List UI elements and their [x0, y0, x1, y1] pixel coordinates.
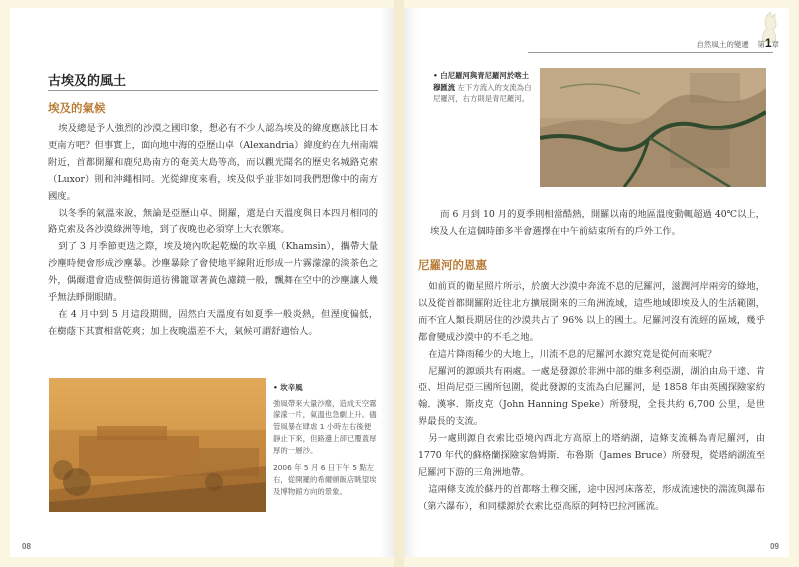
paragraph: 在 4 月中到 5 月這段期間，固然白天溫度有如夏季一般炎熱，但溼度偏低，在樹蔭下其實相當乾爽；加上夜晚溫差不大，氣候可謂舒適怡人。 — [48, 308, 378, 337]
caption-date-note: 2006 年 5 月 6 日下午 5 點左右，從開羅的希爾頓飯店眺望埃及博物館方向的景象。 — [273, 463, 377, 496]
paragraph: 尼羅河的源頭共有兩處。一處是發源於非洲中部的維多利亞湖，湖泊由烏干達、肯亞、坦尚尼亞三國所包圍，從此發源的支流為白尼羅河，是 1858 年由英國探險家約翰．漢寧．斯皮克（John Hanning Speke）所發現，全長共約 6,700 公里，是世界最長的支流。 — [418, 365, 765, 428]
chapter-prefix: 第 — [757, 40, 765, 49]
caption-title-text: 白尼羅河與青尼羅河於喀土穆匯流 — [433, 71, 529, 92]
chapter-suffix: 章 — [771, 40, 779, 49]
caption-title: • 白尼羅河與青尼羅河於喀土穆匯流 — [433, 71, 529, 92]
paragraph: 而 6 月到 10 月的夏季則相當酷熱，開羅以南的地區溫度動輒超過 40℃以上，埃及人在這個時節多半會選擇在中午前結束所有的戶外工作。 — [430, 209, 765, 237]
title-rule — [48, 90, 378, 91]
caption-body: 強風帶來大量沙塵，造成天空霧濛濛一片，氣溫也急劇上升。儘管風暴在肆虐 1 小時左右後便靜止下來，但路邊上卻已覆蓋厚厚的一層沙。 — [273, 398, 377, 455]
fold-shadow-left — [380, 8, 394, 557]
page-number-right: 09 — [770, 542, 779, 551]
satellite-caption — [433, 70, 533, 105]
paragraph: 在這片降雨稀少的大地上，川流不息的尼羅河水源究竟是從何而來呢？ — [428, 348, 717, 360]
right-intro-text — [430, 207, 765, 241]
paragraph: 如前頁的衛星照片所示，於廣大沙漠中奔流不息的尼羅河，滋潤河岸兩旁的綠地，以及從首都開羅附近往北方擴展開來的三角洲流域，這些地域即埃及人的生活範圍，而不宜人類長期居住的沙漠共占了 96% 以上的國土。尼羅河沒有流經的區域，幾乎都會變成沙漠中的不毛之地。 — [418, 281, 765, 343]
chapter-number: 1 — [764, 36, 772, 50]
header-rule — [528, 52, 773, 53]
section-title: 古埃及的風土 — [48, 74, 127, 89]
paragraph: 以冬季的氣溫來說，無論是亞歷山卓、開羅，還是白天溫度與日本四月相同的路克索及各沙漠綠洲等地，到了夜晚也必須穿上大衣禦寒。 — [48, 207, 378, 236]
sandstorm-caption — [273, 382, 378, 497]
right-body-text — [418, 279, 765, 516]
caption-title-text: 坎辛風 — [280, 383, 303, 392]
paragraph: 這兩條支流於蘇丹的首都喀土穆交匯，途中因河床落差，形成流速快的湍流與瀑布（第六瀑布），和同樣源於衣索比亞高原的阿特巴拉河匯流。 — [418, 483, 765, 512]
caption-body: 左下方流入的支流為白尼羅河，右方則是青尼羅河。 — [433, 82, 532, 104]
running-header — [696, 36, 779, 50]
sandstorm-photo — [49, 378, 266, 512]
book-gutter — [394, 0, 404, 567]
paragraph: 埃及總是予人強烈的沙漠之國印象，想必有不少人認為埃及的緯度應該比日本更南方吧？但事實上，面向地中海的亞歷山卓（Alexandria）緯度約在九州南端附近，首都開羅和鹿兒島南方的奄美大島等高，而以觀光聞名的歷史名城路克索（Luxor）則和沖繩相同。光從緯度來看，埃及似乎並非如同我們想像中的南方國度。 — [48, 123, 378, 202]
fold-shadow-right — [404, 8, 418, 557]
paragraph: 到了 3 月季節更迭之際，埃及境內吹起乾燥的坎辛風（Khamsin），攜帶大量沙塵時便會形成沙塵暴。沙塵暴除了會使地平線附近形成一片霧濛濛的淡茶色之外，偶爾還會造成整個街道彷彿籠罩著黃色濾鏡一般，飄舞在空中的沙塵讓人幾乎無法睜開眼睛。 — [48, 241, 378, 304]
caption-title: • 坎辛風 — [273, 383, 303, 392]
subhead-climate: 埃及的氣候 — [48, 101, 106, 115]
chapter-title: 自然風土的變遷 — [696, 40, 749, 49]
left-body-text — [48, 121, 378, 341]
page-number-left: 08 — [22, 542, 31, 551]
paragraph: 另一處則源自衣索比亞境內西北方高原上的塔納湖，這條支流稱為青尼羅河，由 1770 年代的蘇格蘭探險家詹姆斯．布魯斯（James Bruce）所發現，從塔納湖流至尼羅河下游的三角洲地帶。 — [418, 433, 765, 478]
satellite-photo — [540, 68, 766, 187]
subhead-nile: 尼羅河的恩惠 — [418, 258, 487, 272]
